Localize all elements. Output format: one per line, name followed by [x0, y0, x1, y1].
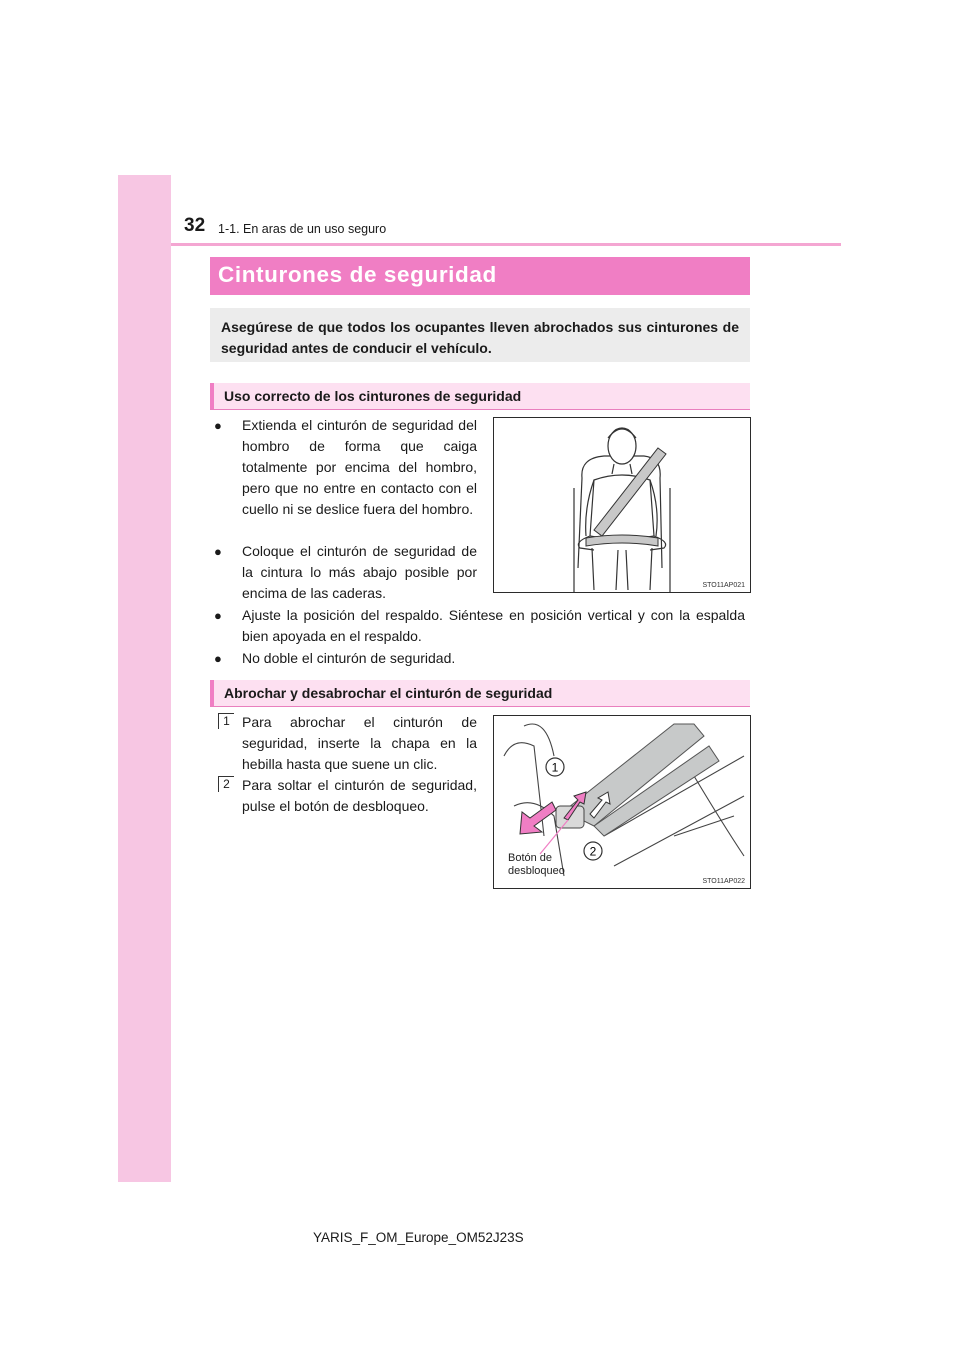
- document-footer: YARIS_F_OM_Europe_OM52J23S: [313, 1230, 524, 1245]
- figure-code: STO11AP022: [702, 878, 745, 885]
- page-number: 32: [184, 215, 206, 236]
- heading-accent: [210, 383, 214, 409]
- step-number-2: 2: [218, 776, 234, 792]
- intro-text: Asegúrese de que todos los ocupantes lleven abrochados sus cinturones de seguridad antes de conducir el vehículo.: [221, 319, 739, 356]
- bullet-text: Coloque el cinturón de seguridad de la cintura lo más abajo posible por encima de las caderas.: [242, 543, 477, 601]
- bullet-icon: ●: [214, 418, 222, 433]
- step-text: Para abrochar el cinturón de seguridad, inserte la chapa en la hebilla hasta que suene un clic.: [242, 714, 477, 772]
- release-label-line: Botón de: [508, 852, 553, 864]
- bullet-item: [214, 541, 477, 604]
- figure-code: STO11AP021: [702, 582, 745, 589]
- heading-accent: [210, 680, 214, 706]
- bullet-icon: ●: [214, 544, 222, 559]
- callout-1: 1: [551, 760, 559, 775]
- header-divider: [171, 243, 841, 246]
- step-number-1: 1: [218, 713, 234, 729]
- bullet-icon: ●: [214, 651, 222, 666]
- section-heading-text: Uso correcto de los cinturones de seguridad: [224, 388, 522, 404]
- bullet-item: [214, 605, 745, 647]
- bullet-icon: ●: [214, 608, 222, 623]
- seatbelt-wearing-illustration: [493, 417, 751, 593]
- bullet-item: [214, 415, 477, 520]
- intro-box: [210, 308, 750, 362]
- bullet-text: Extienda el cinturón de seguridad del hombro de forma que caiga totalmente por encima del hombro, pero que no entre en contacto con el cuello ni se deslice fuera del hombro.: [242, 417, 477, 517]
- release-label-line: desbloqueo: [508, 865, 565, 877]
- chapter-tab: [118, 175, 171, 1182]
- bullet-text: No doble el cinturón de seguridad.: [242, 650, 456, 666]
- section-heading-text: Abrochar y desabrochar el cinturón de seguridad: [224, 685, 553, 701]
- page-title: Cinturones de seguridad: [218, 262, 497, 287]
- bullet-text: Ajuste la posición del respaldo. Siéntese en posición vertical y con la espalda bien apoyada en el respaldo.: [242, 607, 745, 644]
- section-heading-correct-use: [210, 383, 750, 410]
- callout-2: 2: [589, 844, 597, 859]
- bullet-item: [214, 648, 745, 669]
- release-button-label: [508, 852, 565, 878]
- step-text: Para soltar el cinturón de seguridad, pulse el botón de desbloqueo.: [242, 777, 477, 814]
- section-heading-fasten-unfasten: [210, 680, 750, 707]
- seated-person-drawing: [494, 418, 750, 592]
- section-breadcrumb: 1-1. En aras de un uso seguro: [218, 222, 387, 236]
- page-title-band: [210, 257, 750, 295]
